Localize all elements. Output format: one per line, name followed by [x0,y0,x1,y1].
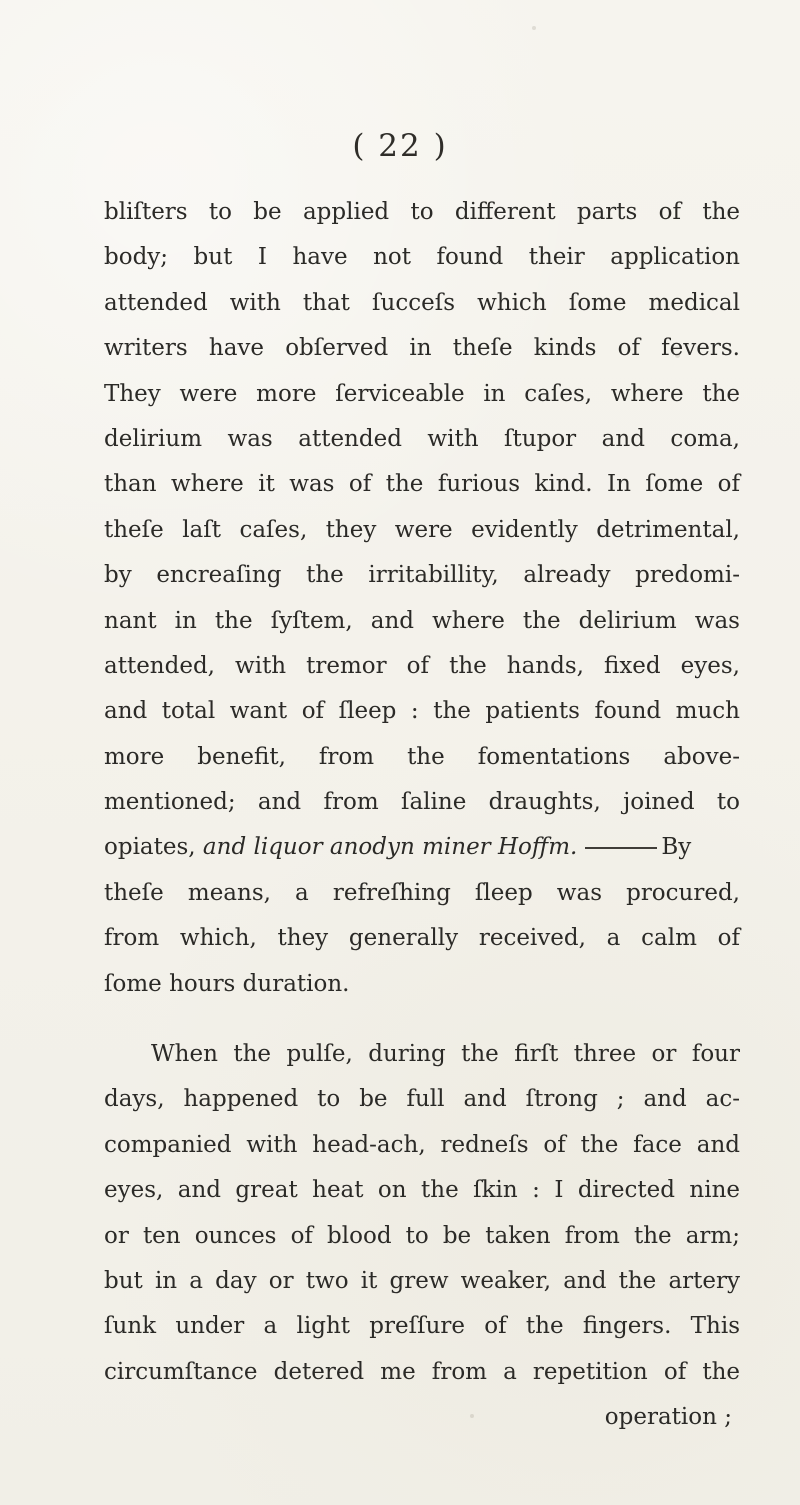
text-line: and total want of ſleep : the patients found much [104,698,740,725]
page-number: ( 22 ) [352,128,448,164]
text-line: ſome hours duration. [104,970,350,997]
text-line: theſe means, a refreſhing ſleep was procured, [104,879,740,906]
text-fragment: By [661,834,692,861]
text-line: bliſters to be applied to different parts of the [104,199,740,225]
paragraph-gap [104,1007,740,1032]
text-line: theſe laſt caſes, they were evidently detrimental, [104,516,740,543]
text-line: When the pulſe, during the firſt three or four [151,1041,740,1068]
italic-text: and liquor anodyn miner Hoffm. [202,834,578,861]
text-line: or ten ounces of blood to be taken from the arm; [104,1222,740,1249]
em-dash-rule [585,847,657,849]
text-line: body; but I have not found their application [104,244,740,271]
body-text [104,190,740,1441]
text-line: They were more ſerviceable in caſes, where the [104,380,740,407]
text-line: days, happened to be full and ſtrong ; and ac- [104,1086,740,1113]
text-line: circumſtance detered me from a repetition of the [104,1358,740,1385]
text-line: more benefit, from the fomentations above- [104,743,740,770]
text-line: mentioned; and from ſaline draughts, joined to [104,789,740,816]
text-line: from which, they generally received, a calm of [104,925,740,952]
text-line: than where it was of the furious kind. In ſome of [104,471,740,498]
text-line: eyes, and great heat on the ſkin : I directed nine [104,1177,740,1204]
text-line: but in a day or two it grew weaker, and the artery [104,1267,740,1294]
text-line: companied with head-ach, redneſs of the face and [104,1131,740,1158]
paper-speck [532,26,536,30]
text-line-with-italics [104,825,740,870]
text-line: attended with that ſucceſs which ſome medical [104,289,740,316]
text-line: attended, with tremor of the hands, fixed eyes, [104,652,740,679]
text-line: ſunk under a light preſſure of the fingers. This [104,1313,740,1340]
text-line: nant in the ſyſtem, and where the delirium was [104,607,740,634]
text-line: delirium was attended with ſtupor and coma, [104,425,740,452]
text-line: writers have obſerved in theſe kinds of fevers. [104,335,740,362]
text-line: by encreaſing the irritabillity, already predomi- [104,562,740,589]
catchword: operation ; [604,1404,732,1431]
text-fragment: opiates, [104,834,203,861]
